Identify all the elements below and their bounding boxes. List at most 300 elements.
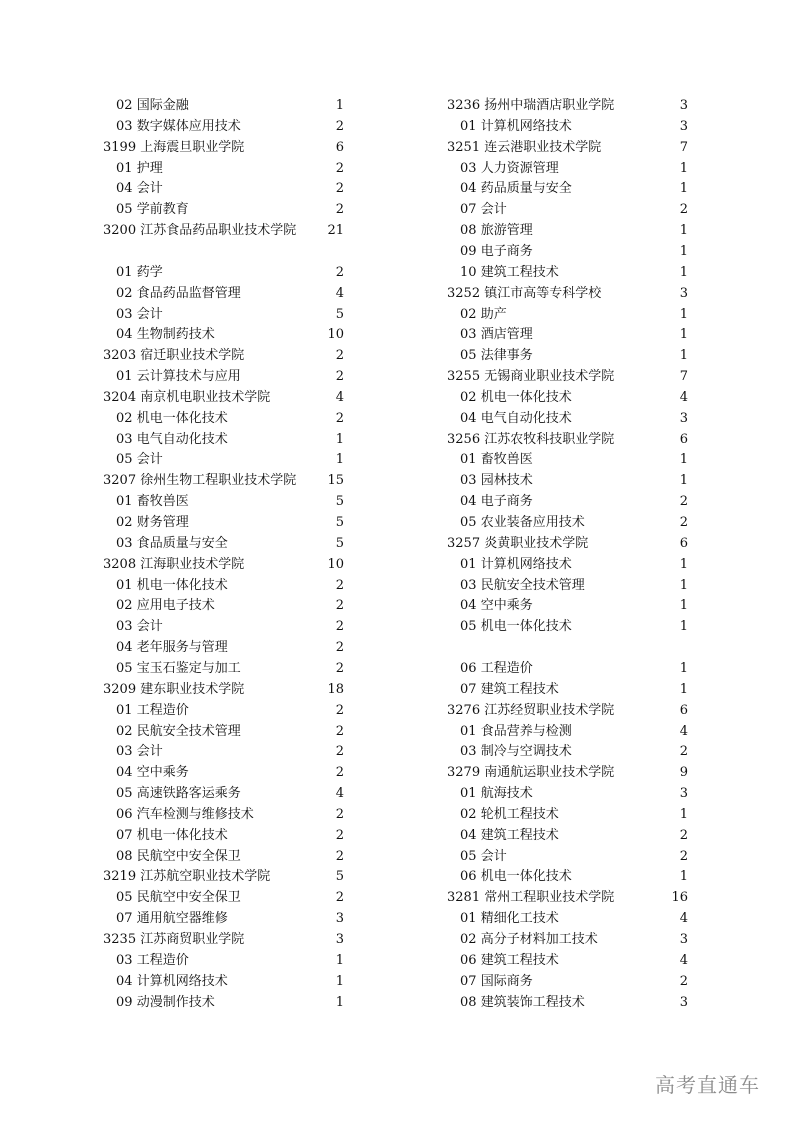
school-code: 3255 [447,369,481,385]
quota-count: 1 [679,598,688,614]
major-row [116,722,344,742]
major-row [116,576,344,596]
quota-count: 6 [679,535,688,551]
school-code: 3252 [447,285,481,301]
major-code: 04 [460,598,477,614]
school-name: 常州工程职业技术学院 [484,890,615,906]
major-name: 制冷与空调技术 [480,744,572,760]
major-name: 畜牧兽医 [136,494,189,510]
quota-count: 5 [335,535,344,551]
major-row [460,930,688,950]
major-row [460,200,688,220]
quota-count: 1 [335,98,344,113]
quota-count: 3 [679,932,688,947]
quota-count: 1 [679,348,688,364]
major-code: 03 [460,473,477,489]
school-name: 宿迁职业技术学院 [140,348,245,364]
major-name: 轮机工程技术 [480,806,559,822]
school-row [103,680,344,700]
major-code: 05 [460,848,477,864]
major-code: 05 [116,890,133,906]
major-row [116,409,344,429]
major-name: 应用电子技术 [136,598,215,614]
major-row [460,388,688,408]
quota-count: 3 [679,410,688,426]
quota-count: 10 [327,327,344,343]
school-row [447,701,688,721]
school-code: 3199 [103,139,137,155]
major-name: 人力资源管理 [480,160,559,176]
quota-count: 1 [679,806,688,822]
major-code: 02 [460,932,477,947]
school-name: 炎黄职业技术学院 [484,535,589,551]
major-code: 02 [116,285,133,301]
quota-count: 5 [335,306,344,322]
major-code: 08 [460,223,477,239]
school-code: 3204 [103,389,137,405]
major-name: 机电一体化技术 [136,827,228,843]
major-row [460,325,688,345]
school-code: 3208 [103,556,137,572]
school-code: 3219 [103,869,137,885]
major-name: 机电一体化技术 [480,869,572,885]
major-name: 机电一体化技术 [480,619,572,635]
major-row [460,576,688,596]
major-name: 工程造价 [136,702,189,718]
major-name: 食品营养与检测 [480,723,572,739]
major-name: 农业装备应用技术 [480,515,585,530]
major-row [116,96,344,116]
major-code: 06 [460,660,477,676]
major-name: 学前教育 [136,202,189,218]
major-row [460,659,688,679]
major-code: 01 [460,911,477,927]
major-row [116,972,344,992]
major-code: 02 [116,723,133,739]
school-row [103,555,344,575]
major-code: 07 [116,827,133,843]
quota-count: 5 [335,515,344,530]
major-code: 07 [460,973,477,989]
school-row [447,367,688,387]
major-code: 05 [116,786,133,802]
school-row [447,430,688,450]
school-code: 3235 [103,932,137,947]
major-row [116,430,344,450]
major-row [460,826,688,846]
major-name: 老年服务与管理 [136,640,228,656]
school-code: 3257 [447,535,481,551]
school-row [447,138,688,158]
school-row [103,471,344,491]
major-code: 03 [460,327,477,343]
quota-count: 2 [679,827,688,843]
major-code: 04 [116,640,133,656]
quota-count: 1 [335,452,344,468]
major-code: 03 [116,744,133,760]
school-name: 江苏食品药品职业技术学院 [140,223,297,239]
major-code: 02 [460,389,477,405]
major-name: 园林技术 [480,473,533,489]
major-code: 03 [460,577,477,593]
major-row [460,263,688,283]
major-name: 民航空中安全保卫 [136,848,241,864]
major-name: 会计 [136,744,163,760]
major-code: 03 [116,118,133,134]
major-code: 09 [116,994,133,1010]
major-code: 04 [116,765,133,781]
school-row [447,284,688,304]
school-code: 3203 [103,348,137,364]
quota-count: 2 [335,202,344,218]
school-name: 无锡商业职业技术学院 [484,369,615,385]
school-name: 镇江市高等专科学校 [484,285,602,301]
quota-count: 2 [335,619,344,635]
quota-count: 1 [679,264,688,280]
major-name: 财务管理 [136,515,189,530]
quota-count: 6 [679,431,688,447]
quota-count: 3 [679,786,688,802]
school-name: 南京机电职业技术学院 [140,389,271,405]
major-row [460,972,688,992]
major-row [460,242,688,262]
major-name: 法律事务 [480,348,533,364]
major-code: 01 [116,577,133,593]
major-row [116,805,344,825]
major-row [116,534,344,554]
quota-count: 1 [679,181,688,197]
school-row [447,534,688,554]
major-code: 07 [460,202,477,218]
major-name: 云计算技术与应用 [136,369,241,385]
right-column [447,0,688,1122]
school-code: 3256 [447,431,481,447]
major-row [460,555,688,575]
major-row [116,638,344,658]
major-name: 电气自动化技术 [136,431,228,447]
quota-count: 2 [335,577,344,593]
school-code: 3236 [447,98,481,113]
major-code: 04 [116,973,133,989]
quota-count: 2 [335,660,344,676]
quota-count: 2 [335,160,344,176]
major-name: 会计 [480,848,507,864]
major-name: 计算机网络技术 [480,556,572,572]
major-code: 01 [116,494,133,510]
major-row [460,221,688,241]
major-row [116,784,344,804]
major-name: 旅游管理 [480,223,533,239]
quota-count: 4 [679,389,688,405]
quota-count: 2 [335,890,344,906]
major-row [460,805,688,825]
major-code: 04 [460,181,477,197]
quota-count: 1 [679,243,688,259]
major-name: 民航安全技术管理 [136,723,241,739]
major-row [460,742,688,762]
major-name: 宝玉石鉴定与加工 [136,660,241,676]
quota-count: 16 [671,890,688,906]
left-column [103,0,344,1122]
quota-count: 2 [335,765,344,781]
quota-count: 2 [335,118,344,134]
school-row [103,388,344,408]
quota-count: 2 [679,515,688,530]
major-row [460,680,688,700]
major-code: 01 [116,369,133,385]
major-code: 02 [460,306,477,322]
quota-count: 5 [335,869,344,885]
major-name: 通用航空器维修 [136,911,228,927]
major-row [460,951,688,971]
major-code: 02 [116,598,133,614]
major-name: 机电一体化技术 [480,389,572,405]
quota-count: 1 [679,681,688,697]
major-row [460,450,688,470]
major-code: 05 [460,348,477,364]
major-name: 畜牧兽医 [480,452,533,468]
major-row [116,951,344,971]
major-row [460,179,688,199]
major-code: 04 [460,410,477,426]
major-row [116,847,344,867]
quota-count: 2 [335,827,344,843]
quota-count: 2 [335,640,344,656]
school-row [447,763,688,783]
major-name: 汽车检测与维修技术 [136,806,254,822]
major-code: 03 [460,160,477,176]
major-row [460,159,688,179]
major-name: 会计 [136,181,163,197]
school-code: 3200 [103,223,137,239]
school-code: 3281 [447,890,481,906]
major-code: 06 [460,869,477,885]
major-row [116,888,344,908]
major-code: 07 [460,681,477,697]
quota-count: 2 [679,202,688,218]
major-name: 会计 [136,452,163,468]
quota-count: 3 [679,98,688,113]
quota-count: 2 [335,806,344,822]
major-name: 国际金融 [136,98,189,113]
major-code: 02 [116,98,133,113]
quota-count: 4 [679,911,688,927]
major-code: 01 [460,786,477,802]
quota-count: 2 [335,723,344,739]
major-row [116,284,344,304]
major-name: 建筑工程技术 [480,952,559,968]
major-row [460,847,688,867]
major-code: 01 [460,723,477,739]
school-name: 江苏经贸职业技术学院 [484,702,615,718]
major-code: 01 [460,556,477,572]
quota-count: 4 [335,389,344,405]
major-code: 02 [116,515,133,530]
major-name: 空中乘务 [480,598,533,614]
watermark: 高考直通车 [655,1073,760,1097]
school-name: 建东职业技术学院 [140,681,245,697]
quota-count: 4 [679,952,688,968]
major-row [116,325,344,345]
quota-count: 15 [327,473,344,489]
major-code: 01 [460,452,477,468]
major-row [460,993,688,1013]
quota-count: 9 [679,765,688,781]
quota-count: 2 [335,369,344,385]
major-name: 计算机网络技术 [480,118,572,134]
quota-count: 7 [679,369,688,385]
quota-count: 1 [679,327,688,343]
major-name: 工程造价 [136,952,189,968]
school-name: 上海震旦职业学院 [140,139,245,155]
major-row [116,617,344,637]
quota-count: 7 [679,139,688,155]
major-code: 03 [116,306,133,322]
quota-count: 2 [335,598,344,614]
major-name: 空中乘务 [136,765,189,781]
quota-count: 10 [327,556,344,572]
quota-count: 1 [679,223,688,239]
school-name: 江海职业技术学院 [140,556,245,572]
quota-count: 1 [679,869,688,885]
quota-count: 4 [679,723,688,739]
major-code: 03 [116,431,133,447]
quota-count: 1 [679,577,688,593]
quota-count: 1 [679,452,688,468]
major-code: 01 [116,160,133,176]
major-name: 精细化工技术 [480,911,559,927]
school-row [447,96,688,116]
quota-count: 1 [335,952,344,968]
quota-count: 2 [335,410,344,426]
major-row [116,492,344,512]
school-name: 扬州中瑞酒店职业学院 [484,98,615,113]
school-row [103,867,344,887]
major-code: 04 [116,181,133,197]
major-name: 食品质量与安全 [136,535,228,551]
major-row [460,492,688,512]
major-code: 10 [460,264,477,280]
quota-count: 1 [679,160,688,176]
major-row [116,701,344,721]
major-code: 01 [116,702,133,718]
quota-count: 1 [335,431,344,447]
quota-count: 3 [679,994,688,1010]
major-row [116,826,344,846]
school-row [103,346,344,366]
major-name: 国际商务 [480,973,533,989]
quota-count: 1 [679,306,688,322]
major-code: 01 [460,118,477,134]
quota-count: 2 [335,702,344,718]
major-code: 01 [116,264,133,280]
major-row [116,763,344,783]
major-row [116,742,344,762]
major-name: 机电一体化技术 [136,410,228,426]
major-row [116,513,344,533]
quota-count: 2 [335,848,344,864]
major-name: 高速铁路客运乘务 [136,786,241,802]
quota-count: 21 [327,223,344,239]
major-row [116,450,344,470]
quota-count: 3 [679,118,688,134]
major-code: 05 [460,619,477,635]
major-name: 民航安全技术管理 [480,577,585,593]
major-row [116,305,344,325]
major-row [116,367,344,387]
major-name: 计算机网络技术 [136,973,228,989]
school-name: 徐州生物工程职业技术学院 [140,473,297,489]
major-code: 06 [460,952,477,968]
major-name: 药品质量与安全 [480,181,572,197]
school-name: 江苏农牧科技职业学院 [484,431,615,447]
school-row [103,138,344,158]
major-name: 电气自动化技术 [480,410,572,426]
school-code: 3251 [447,139,481,155]
quota-count: 4 [335,285,344,301]
major-code: 06 [116,806,133,822]
major-code: 08 [116,848,133,864]
major-name: 生物制药技术 [136,327,215,343]
major-name: 高分子材料加工技术 [480,932,598,947]
major-name: 会计 [136,306,163,322]
major-row [116,909,344,929]
major-name: 电子商务 [480,243,533,259]
major-name: 动漫制作技术 [136,994,215,1010]
major-name: 建筑工程技术 [480,681,559,697]
quota-count: 1 [335,994,344,1010]
major-row [116,200,344,220]
major-name: 机电一体化技术 [136,577,228,593]
major-code: 04 [460,494,477,510]
major-name: 航海技术 [480,786,533,802]
quota-count: 6 [679,702,688,718]
major-name: 建筑工程技术 [480,264,559,280]
major-name: 药学 [136,264,163,280]
school-row [447,888,688,908]
school-code: 3207 [103,473,137,489]
quota-count: 1 [679,619,688,635]
major-name: 会计 [136,619,163,635]
major-code: 08 [460,994,477,1010]
major-code: 03 [116,535,133,551]
quota-count: 3 [335,932,344,947]
major-name: 民航空中安全保卫 [136,890,241,906]
major-row [460,471,688,491]
major-row [460,909,688,929]
major-code: 05 [116,452,133,468]
major-code: 03 [116,619,133,635]
major-code: 04 [460,827,477,843]
quota-count: 3 [335,911,344,927]
major-name: 数字媒体应用技术 [136,118,241,134]
quota-count: 2 [679,744,688,760]
school-name: 连云港职业技术学院 [484,139,602,155]
major-row [460,722,688,742]
major-row [116,659,344,679]
quota-count: 1 [679,660,688,676]
major-row [460,617,688,637]
school-name: 江苏商贸职业学院 [140,932,245,947]
quota-count: 2 [679,494,688,510]
major-name: 护理 [136,160,163,176]
major-name: 酒店管理 [480,327,533,343]
major-row [116,263,344,283]
major-row [116,596,344,616]
major-code: 05 [116,202,133,218]
quota-count: 2 [335,744,344,760]
major-row [460,409,688,429]
